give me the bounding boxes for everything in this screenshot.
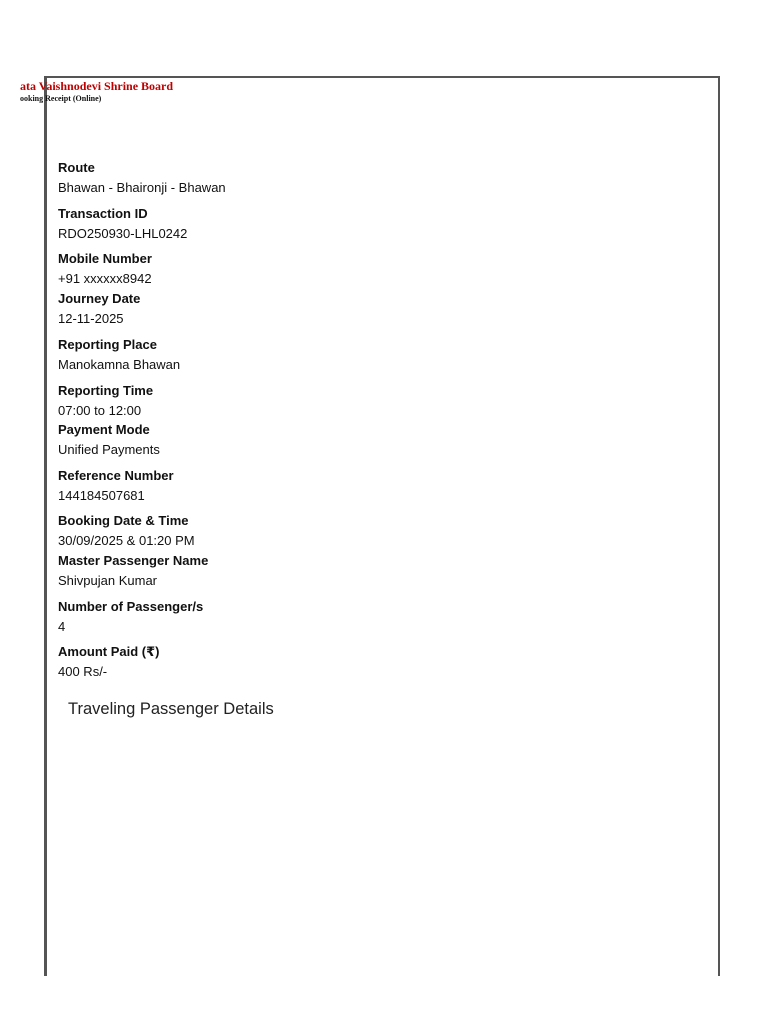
field-label: Mobile Number [58,251,152,266]
field-reporting-place [58,337,180,373]
field-number-of-passengers [58,599,203,635]
receipt-subtitle: ooking Receipt (Online) [20,94,102,103]
field-label: Reference Number [58,468,174,483]
field-label: Transaction ID [58,206,148,221]
field-journey-date [58,291,140,327]
field-label: Number of Passenger/s [58,599,204,614]
field-booking-date-time [58,513,195,549]
field-master-passenger-name [58,553,208,589]
field-value: 30/09/2025 & 01:20 PM [58,533,195,548]
field-value: 4 [58,619,66,634]
field-label: Booking Date & Time [58,513,189,528]
field-value: 144184507681 [58,488,145,503]
field-label: Journey Date [58,291,141,306]
field-label: Payment Mode [58,422,150,437]
field-label: Master Passenger Name [58,553,209,568]
field-route [58,160,226,196]
field-label: Amount Paid (₹) [58,644,160,659]
field-amount-paid [58,644,159,680]
field-value: 400 Rs/- [58,664,108,679]
field-value: +91 xxxxxx8942 [58,271,152,286]
org-name: ata Vaishnodevi Shrine Board [20,79,174,93]
field-label: Reporting Place [58,337,157,352]
field-reporting-time [58,383,153,419]
field-value: Bhawan - Bhaironji - Bhawan [58,180,226,195]
section-title-passenger-details: Traveling Passenger Details [68,700,274,718]
field-label: Route [58,160,95,175]
field-value: 12-11-2025 [58,311,124,326]
field-mobile-number [58,251,152,287]
field-value: Shivpujan Kumar [58,573,157,588]
field-value: Unified Payments [58,442,160,457]
field-value: Manokamna Bhawan [58,357,181,372]
field-transaction-id [58,206,187,242]
field-value: RDO250930-LHL0242 [58,226,188,241]
field-reference-number [58,468,174,504]
field-payment-mode [58,422,160,458]
field-label: Reporting Time [58,383,154,398]
field-value: 07:00 to 12:00 [58,403,142,418]
